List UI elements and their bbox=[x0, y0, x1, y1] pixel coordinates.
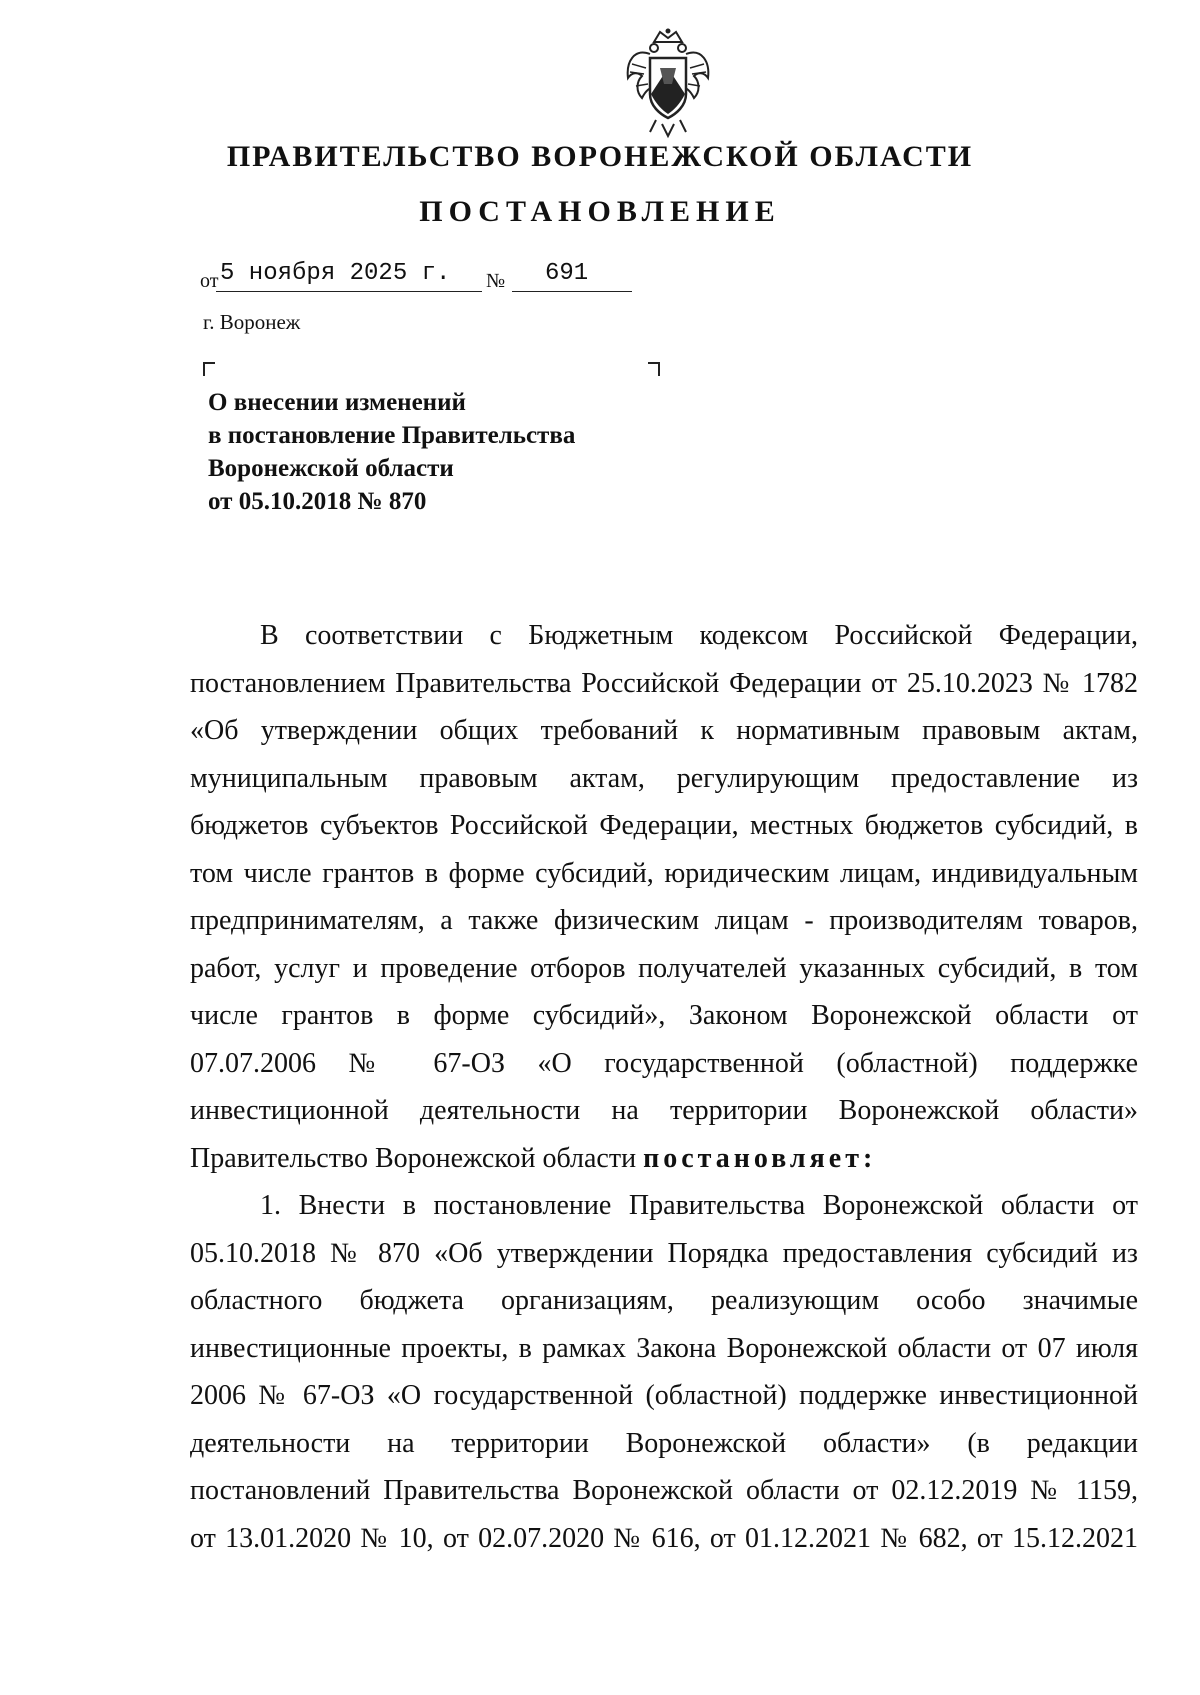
body-line: В соответствии с Бюджетным кодексом Российской Федерации, bbox=[260, 620, 1138, 651]
body-line: деятельности на территории Воронежской области» (в редакции bbox=[190, 1427, 1138, 1459]
body-line: «Об утверждении общих требований к нормативным правовым актам, bbox=[190, 715, 1138, 746]
subject-line: О внесении изменений bbox=[208, 389, 466, 416]
government-title: ПРАВИТЕЛЬСТВО ВОРОНЕЖСКОЙ ОБЛАСТИ bbox=[226, 140, 974, 173]
body-line-text: Правительство Воронежской области bbox=[190, 1142, 637, 1174]
body-line: 2006 № 67-ОЗ «О государственной (областной) поддержке инвестиционной bbox=[190, 1380, 1138, 1411]
body-line: постановлением Правительства Российской Федерации от 25.10.2023 № 1782 bbox=[190, 667, 1138, 699]
body-line: 1. Внести в постановление Правительства Воронежской области от bbox=[260, 1190, 1138, 1221]
body-line: областного бюджета организациям, реализующим особо значимые bbox=[190, 1285, 1138, 1316]
city-label: г. Воронеж bbox=[203, 310, 301, 334]
coat-of-arms-icon bbox=[620, 28, 716, 140]
body-line: предпринимателям, а также физическим лицам - производителям товаров, bbox=[190, 905, 1138, 936]
subject-corner-left bbox=[203, 362, 215, 376]
number-underline bbox=[512, 291, 632, 292]
date-underline bbox=[216, 291, 482, 292]
decree-word: постановляет: bbox=[643, 1142, 877, 1174]
body-line bbox=[190, 1135, 1138, 1183]
body-line: бюджетов субъектов Российской Федерации, местных бюджетов субсидий, в bbox=[190, 810, 1138, 841]
document-subject bbox=[208, 386, 575, 518]
body-line: инвестиционной деятельности на территории Воронежской области» bbox=[190, 1095, 1138, 1126]
document-body bbox=[190, 612, 1138, 1562]
subject-line: в постановление Правительства bbox=[208, 422, 576, 449]
date-prefix: от bbox=[200, 270, 219, 292]
body-line: работ, услуг и проведение отборов получателей указанных субсидий, в том bbox=[190, 952, 1138, 984]
body-line: 05.10.2018 № 870 «Об утверждении Порядка предоставления субсидий из bbox=[190, 1237, 1138, 1269]
number-prefix: № bbox=[486, 270, 506, 292]
body-line: от 13.01.2020 № 10, от 02.07.2020 № 616, от 01.12.2021 № 682, от 15.12.2021 bbox=[190, 1522, 1138, 1554]
document-date: 5 ноября 2025 г. bbox=[220, 260, 451, 287]
document-number: 691 bbox=[545, 260, 589, 287]
body-line: инвестиционные проекты, в рамках Закона Воронежской области от 07 июля bbox=[190, 1332, 1138, 1364]
subject-corner-right bbox=[648, 362, 660, 376]
subject-line: от 05.10.2018 № 870 bbox=[208, 488, 427, 515]
body-line: числе грантов в форме субсидий», Законом Воронежской области от bbox=[190, 1000, 1138, 1031]
body-line: муниципальным правовым актам, регулирующим предоставление из bbox=[190, 762, 1138, 794]
body-line: постановлений Правительства Воронежской области от 02.12.2019 № 1159, bbox=[190, 1475, 1138, 1506]
body-line: том числе грантов в форме субсидий, юридическим лицам, индивидуальным bbox=[190, 857, 1138, 889]
subject-line: Воронежской области bbox=[208, 455, 454, 482]
body-line: 07.07.2006 № 67-ОЗ «О государственной (областной) поддержке bbox=[190, 1047, 1138, 1079]
document-type: ПОСТАНОВЛЕНИЕ bbox=[419, 195, 781, 228]
